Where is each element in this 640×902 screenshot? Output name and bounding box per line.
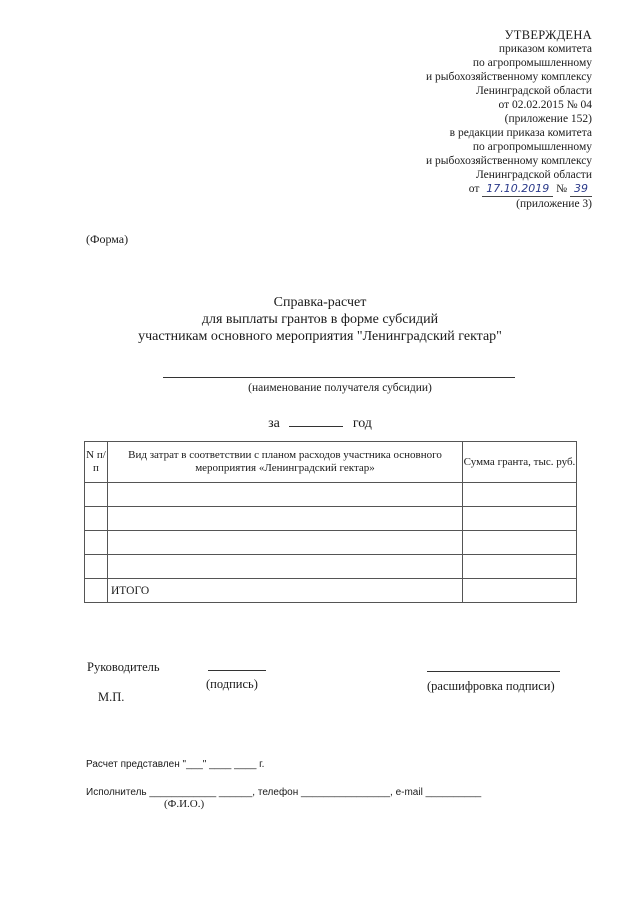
header-number: N п/п [85,442,108,483]
year-field[interactable] [289,414,343,427]
table-row [85,531,577,555]
cell-total-amount[interactable] [463,579,577,603]
table-header-row [85,442,577,483]
cell-number[interactable] [85,531,108,555]
table-row [85,483,577,507]
approval-line: Ленинградской области [475,85,592,97]
cell-number [85,579,108,603]
grant-calculation-table [84,441,577,603]
approval-line: в редакции приказа комитета [449,127,592,139]
approval-line: по агропромышленному [472,141,592,153]
period-line [0,414,640,432]
signature-caption: (подпись) [206,677,258,691]
executor-line: Исполнитель ____________ ______, телефон ________________, e-mail __________ [86,787,482,798]
stamp-place: М.П. [98,690,125,704]
cell-expense-type[interactable] [108,531,463,555]
form-label: (Форма) [86,232,129,246]
table-row [85,555,577,579]
head-label: Руководитель [87,660,160,674]
cell-grant-amount[interactable] [463,507,577,531]
period-prefix: за [268,416,280,431]
title-line-1: Справка-расчет [273,295,367,310]
order-number-sign: № [556,183,568,195]
cell-number[interactable] [85,483,108,507]
handwritten-order-date: 17.10.2019 [482,182,553,197]
period-suffix: год [352,416,372,431]
cell-number[interactable] [85,507,108,531]
total-label: ИТОГО [108,579,463,603]
approval-block [272,28,592,211]
table-row [85,507,577,531]
approval-line: Ленинградской области [475,169,592,181]
cell-expense-type[interactable] [108,483,463,507]
recipient-name-field[interactable] [163,377,515,378]
recipient-caption: (наименование получателя субсидии) [248,382,432,394]
signature-decoding-caption: (расшифровка подписи) [427,679,555,693]
signature-decoding-field[interactable] [427,671,560,672]
header-expense-type: Вид затрат в соответствии с планом расходов участника основного мероприятия «Ленинградский гектар» [108,442,463,483]
header-grant-amount: Сумма гранта, тыс. руб. [463,442,577,483]
handwritten-order-number: 39 [570,182,592,197]
title-line-2: для выплаты грантов в форме субсидий [201,312,439,327]
approval-line: от 02.02.2015 № 04 [498,99,592,111]
cell-number[interactable] [85,555,108,579]
fio-caption: (Ф.И.О.) [164,798,205,810]
cell-expense-type[interactable] [108,507,463,531]
approval-line: по агропромышленному [472,57,592,69]
approval-line: (приложение 152) [504,113,592,125]
approval-line: и рыбохозяйственному комплексу [425,155,592,167]
cell-grant-amount[interactable] [463,483,577,507]
title-line-3: участникам основного мероприятия "Ленинградский гектар" [138,329,502,344]
table-total-row [85,579,577,603]
cell-grant-amount[interactable] [463,555,577,579]
order-reference [272,182,592,197]
approval-heading: УТВЕРЖДЕНА [504,28,592,42]
cell-grant-amount[interactable] [463,531,577,555]
cell-expense-type[interactable] [108,555,463,579]
document-title [0,294,640,345]
signature-field[interactable] [208,670,266,671]
presented-date-line: Расчет представлен "___" ____ ____ г. [86,759,265,770]
approval-line: и рыбохозяйственному комплексу [425,71,592,83]
appendix-note: (приложение 3) [516,198,592,210]
approval-line: приказом комитета [498,43,592,55]
order-prefix: от [468,183,480,195]
